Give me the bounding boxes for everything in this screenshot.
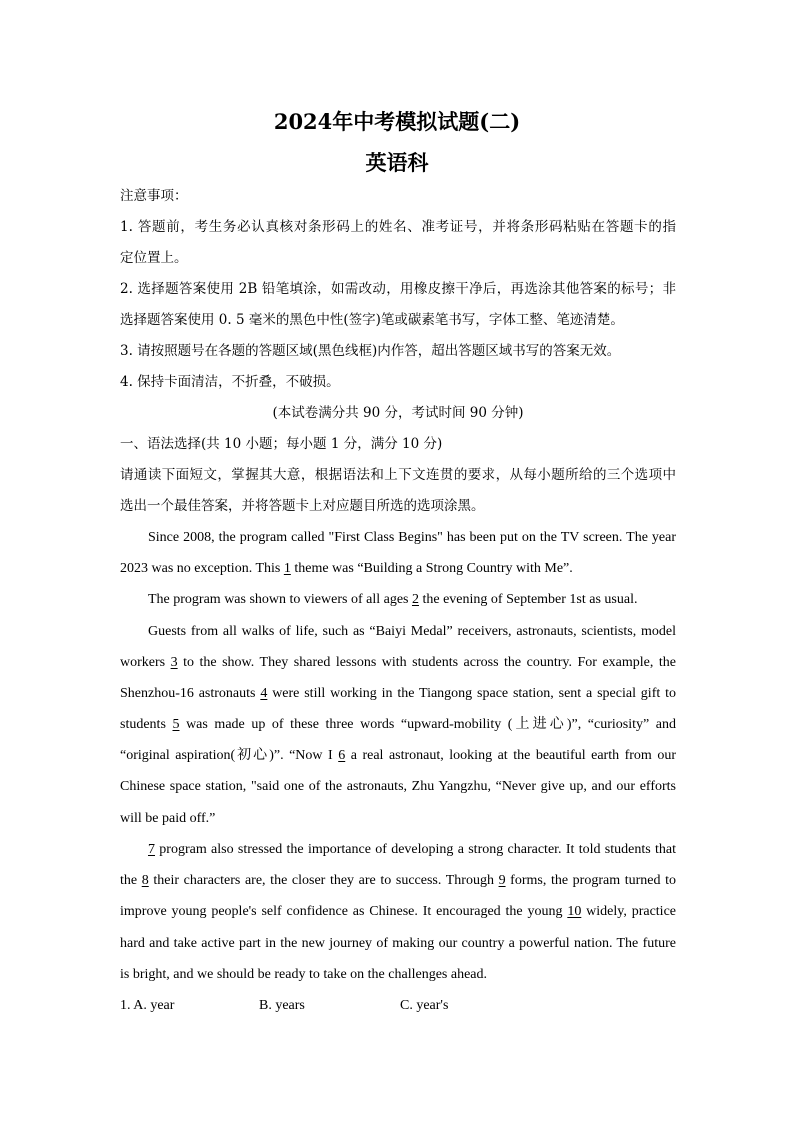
passage-line: “original aspiration(初心)”. “Now I 6 a real astronaut, looking at the beautiful earth from our <box>120 748 676 763</box>
section-1-instruction-line-1: 请通读下面短文，掌握其大意，根据语法和上下文连贯的要求，从每小题所给的三个选项中 <box>120 467 676 483</box>
question-1-option-a: 1. A. year <box>120 998 175 1013</box>
subject-title: 英语科 <box>365 150 429 175</box>
notice-item-1-line-2: 定位置上。 <box>120 250 188 266</box>
exam-info: (本试卷满分共 90 分，考试时间 90 分钟) <box>272 405 524 421</box>
exam-title: 2024年中考模拟试题(二) <box>273 109 521 134</box>
section-1-instruction-line-2: 选出一个最佳答案，并将答题卡上对应题目所选的选项涂黑。 <box>120 498 485 514</box>
blank-5: 5 <box>172 717 180 732</box>
passage-line: the 8 their characters are, the closer they are to success. Through 9 forms, the program turned to <box>120 873 676 888</box>
passage-line: workers 3 to the show. They shared lessons with students across the country. For example, the <box>120 655 676 670</box>
passage-line: will be paid off.” <box>120 811 216 826</box>
blank-8: 8 <box>141 873 149 888</box>
passage-line: The program was shown to viewers of all ages 2 the evening of September 1st as usual. <box>148 592 638 607</box>
passage-line: Guests from all walks of life, such as “Baiyi Medal” receivers, astronauts, scientists, model <box>148 624 676 639</box>
passage-line: 7 program also stressed the importance of developing a strong character. It told students that <box>148 842 676 857</box>
passage-line: Since 2008, the program called "First Class Begins" has been put on the TV screen. The year <box>148 530 676 545</box>
blank-1: 1 <box>283 561 291 576</box>
passage-line: Shenzhou-16 astronauts 4 were still working in the Tiangong space station, sent a special gift to <box>120 686 676 701</box>
section-1-heading: 一、语法选择(共 10 小题；每小题 1 分，满分 10 分) <box>120 436 443 452</box>
blank-9: 9 <box>498 873 506 888</box>
blank-4: 4 <box>260 686 268 701</box>
blank-10: 10 <box>567 904 582 919</box>
notice-item-3: 3. 请按照题号在各题的答题区域(黑色线框)内作答，超出答题区域书写的答案无效。 <box>120 343 621 359</box>
passage-line: is bright, and we should be ready to take on the challenges ahead. <box>120 967 487 982</box>
blank-2: 2 <box>411 592 419 607</box>
blank-7: 7 <box>148 842 155 857</box>
notice-item-2-line-1: 2. 选择题答案使用 2B 铅笔填涂，如需改动，用橡皮擦干净后，再选涂其他答案的标号；非 <box>120 281 676 297</box>
blank-6: 6 <box>338 748 346 763</box>
question-1-option-b: B. years <box>259 998 305 1013</box>
blank-3: 3 <box>170 655 178 670</box>
passage-line: Chinese space station, "said one of the astronauts, Zhu Yangzhu, “Never give up, and our efforts <box>120 779 676 794</box>
notice-item-1-line-1: 1. 答题前，考生务必认真核对条形码上的姓名、准考证号，并将条形码粘贴在答题卡的指 <box>120 219 676 235</box>
passage-line: hard and take active part in the new journey of making our country a powerful nation. The future <box>120 936 676 951</box>
passage-line: students 5 was made up of these three words “upward-mobility (上进心)”, “curiosity” and <box>120 717 677 732</box>
notice-item-2-line-2: 选择题答案使用 0. 5 毫米的黑色中性(签字)笔或碳素笔书写，字体工整、笔迹清楚。 <box>120 312 624 328</box>
passage-line: improve young people's self confidence as Chinese. It encouraged the young 10 widely, practice <box>120 904 676 919</box>
notice-item-4: 4. 保持卡面清洁，不折叠，不破损。 <box>120 374 340 390</box>
question-1-option-c: C. year's <box>400 998 449 1013</box>
passage-line: 2023 was no exception. This 1 theme was “Building a Strong Country with Me”. <box>120 561 573 576</box>
notice-heading: 注意事项： <box>120 188 188 204</box>
